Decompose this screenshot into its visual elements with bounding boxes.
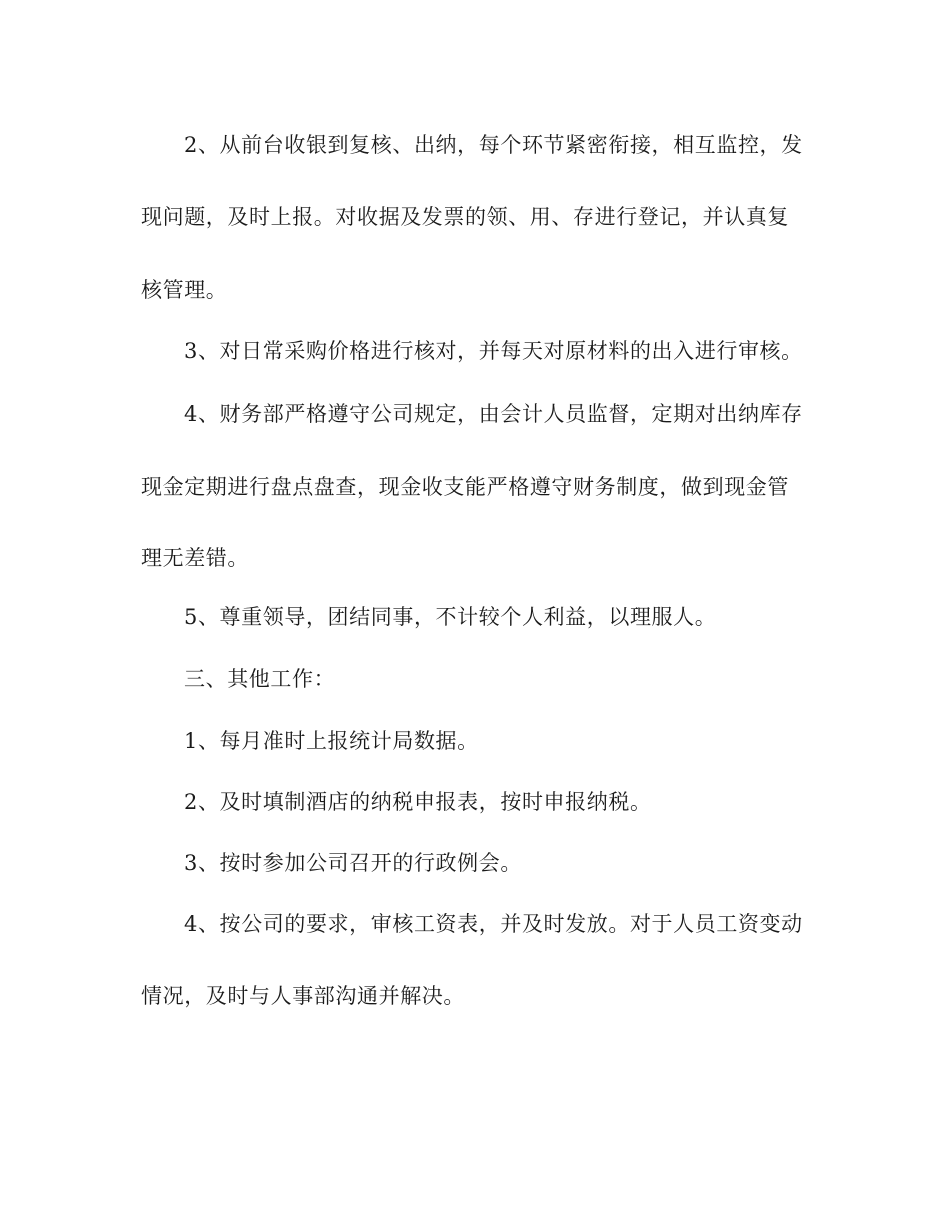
paragraph-4-line-1: 4、财务部严格遵守公司规定，由会计人员监督，定期对出纳库存 bbox=[184, 402, 803, 426]
other-item-1: 1、每月准时上报统计局数据。 bbox=[184, 729, 479, 753]
other-item-3: 3、按时参加公司召开的行政例会。 bbox=[184, 851, 522, 875]
paragraph-2-line-1: 2、从前台收银到复核、出纳，每个环节紧密衔接，相互监控，发 bbox=[184, 133, 803, 157]
paragraph-2-line-3: 核管理。 bbox=[141, 278, 228, 302]
other-item-4-line-2: 情况，及时与人事部沟通并解决。 bbox=[141, 984, 465, 1008]
other-item-4-line-1: 4、按公司的要求，审核工资表，并及时发放。对于人员工资变动 bbox=[184, 912, 803, 936]
paragraph-4-line-3: 理无差错。 bbox=[141, 546, 249, 570]
paragraph-5-line-1: 5、尊重领导，团结同事，不计较个人利益，以理服人。 bbox=[184, 605, 717, 629]
paragraph-4-line-2: 现金定期进行盘点盘查，现金收支能严格遵守财务制度，做到现金管 bbox=[141, 475, 789, 499]
section-heading-other-work: 三、其他工作： bbox=[184, 667, 336, 691]
other-item-2: 2、及时填制酒店的纳税申报表，按时申报纳税。 bbox=[184, 790, 652, 814]
paragraph-2-line-2: 现问题，及时上报。对收据及发票的领、用、存进行登记，并认真复 bbox=[141, 205, 789, 229]
paragraph-3-line-1: 3、对日常采购价格进行核对，并每天对原材料的出入进行审核。 bbox=[184, 339, 803, 363]
